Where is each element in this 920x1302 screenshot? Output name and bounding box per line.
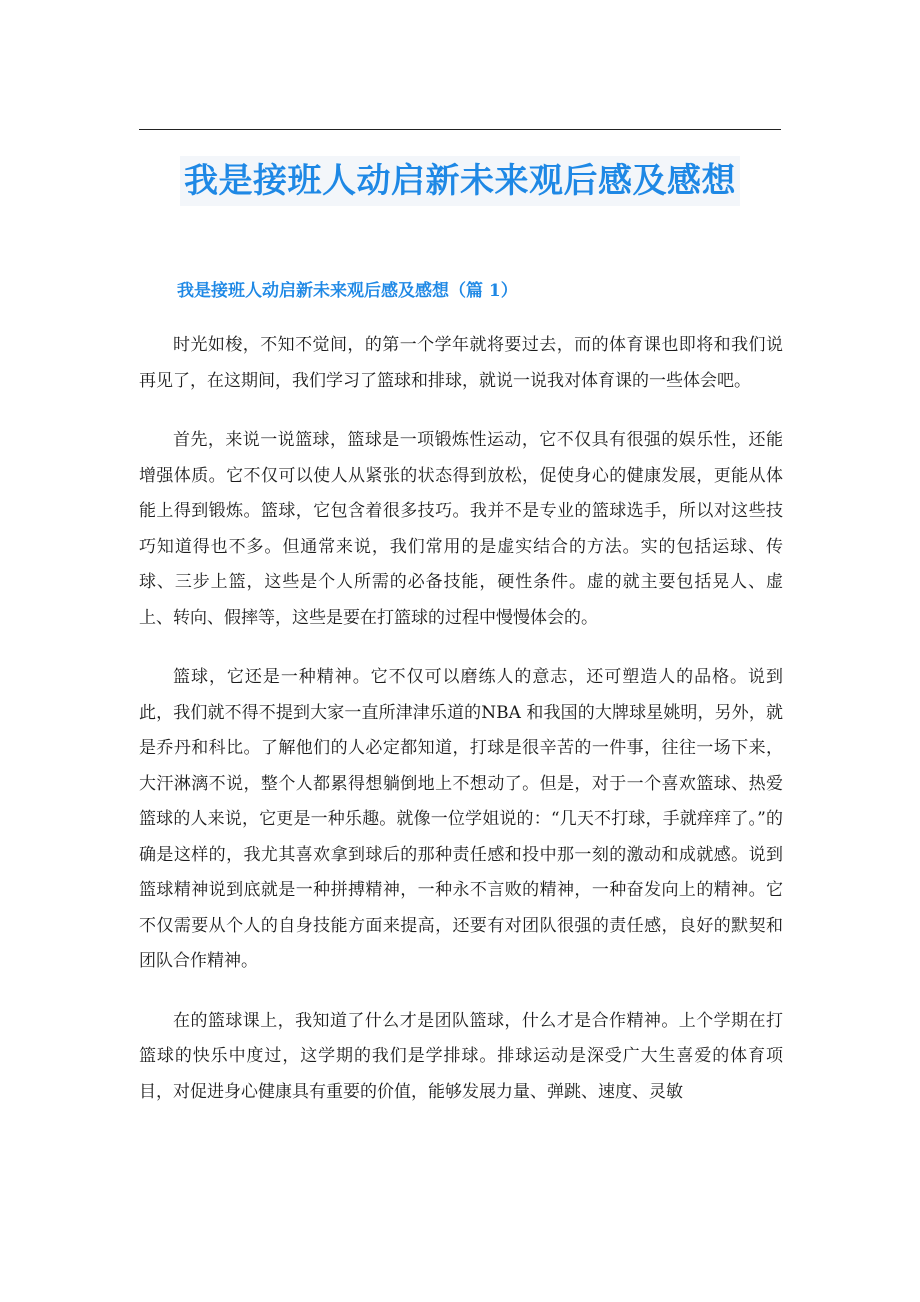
paragraph-2: 首先，来说一说篮球，篮球是一项锻炼性运动，它不仅具有很强的娱乐性，还能增强体质。它不仅可以使人从紧张的状态得到放松，促使身心的健康发展，更能从体能上得到锻炼。篮球，它包含着很多技巧。我并不是专业的篮球选手，所以对这些技巧知道得也不多。但通常来说，我们常用的是虚实结合的方法。实的包括运球、传球、三步上篮，这些是个人所需的必备技能，硬性条件。虚的就主要包括晃人、虚上、转向、假摔等，这些是要在打篮球的过程中慢慢体会的。 [139,430,783,628]
paragraph-1: 时光如梭，不知不觉间，的第一个学年就将要过去，而的体育课也即将和我们说再见了，在这期间，我们学习了篮球和排球，就说一说我对体育课的一些体会吧。 [139,335,783,391]
section-heading: 我是接班人动启新未来观后感及感想（篇 1） [177,281,518,301]
document-title-text: 我是接班人动启新未来观后感及感想 [180,156,740,206]
paragraph-4: 在的篮球课上，我知道了什么才是团队篮球，什么才是合作精神。上个学期在打篮球的快乐中度过，这学期的我们是学排球。排球运动是深受广大生喜爱的体育项目，对促进身心健康具有重要的价值，能够发展力量、弹跳、速度、灵敏 [139,1010,783,1102]
document-body [139,328,783,1134]
header-rule [139,129,781,130]
document-title [0,156,920,206]
paragraph-3: 篮球，它还是一种精神。它不仅可以磨练人的意志，还可塑造人的品格。说到此，我们就不得不提到大家一直所津津乐道的NBA 和我国的大牌球星姚明，另外，就是乔丹和科比。了解他们的人必定都知道，打球是很辛苦的一件事，往往一场下来，大汗淋漓不说，整个人都累得想躺倒地上不想动了。但是，对于一个喜欢篮球、热爱篮球的人来说，它更是一种乐趣。就像一位学姐说的：“几天不打球，手就痒痒了。”的确是这样的，我尤其喜欢拿到球后的那种责任感和投中那一刻的激动和成就感。说到篮球精神说到底就是一种拼搏精神，一种永不言败的精神，一种奋发向上的精神。它不仅需要从个人的自身技能方面来提高，还要有对团队很强的责任感，良好的默契和团队合作精神。 [139,667,783,971]
